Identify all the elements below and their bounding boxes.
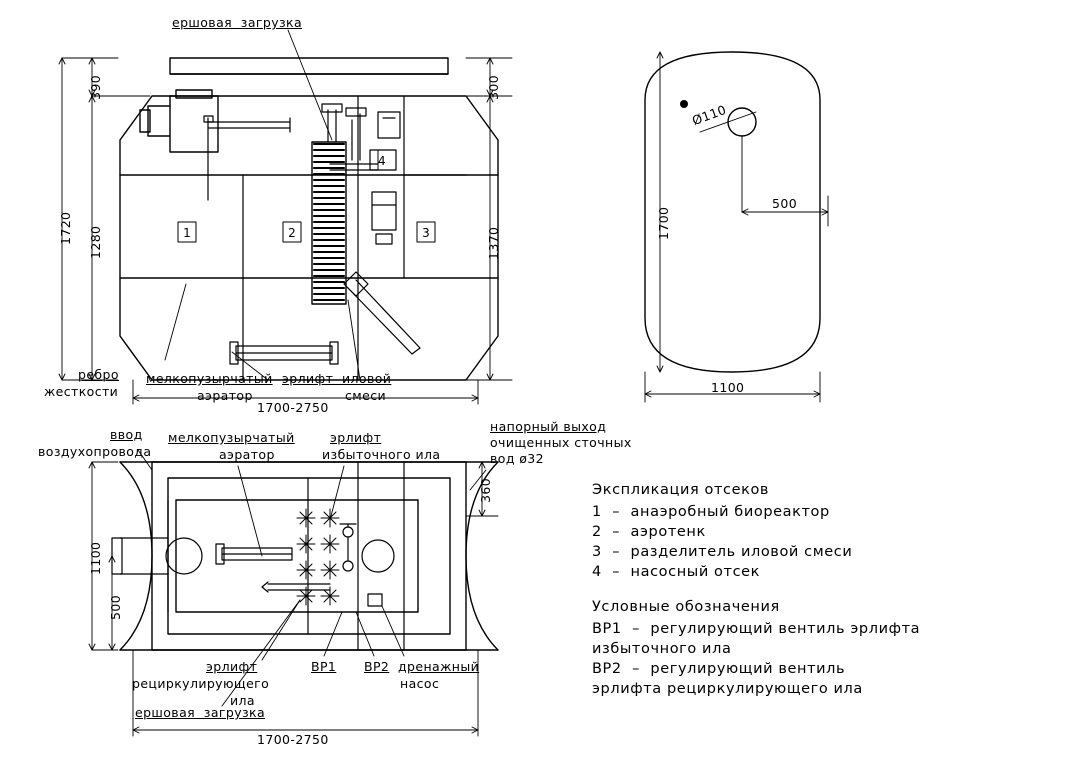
side-dimensions [645,52,828,402]
front-tank-outline [120,96,498,380]
callout-valve-vr1: ВР1 [311,659,337,674]
legend-symbol-vr2-line1: ВР2 – регулирующий вентиль [592,661,846,677]
callout-rib-line2: жесткости [44,384,119,399]
legend-symbol-vr1-line1: ВР1 – регулирующий вентиль эрлифта [592,621,921,637]
dim-side-1700: 1700 [656,206,671,240]
callout-ruff-load-plan: ершовая загрузка [135,705,266,720]
callout-rib-line1: ребро [78,367,119,382]
dim-plan-500: 500 [108,594,123,620]
callout-drain-pump-line2: насос [400,676,440,691]
callout-ruff-load-front: ершовая загрузка [172,15,303,30]
legend-compartment-4: 4 – насосный отсек [592,564,761,580]
callout-pressure-outlet-line3: вод ø32 [490,451,544,466]
callout-valve-vr2: ВР2 [364,659,390,674]
callout-fine-aerator-plan-line1: мелкопузырчатый [168,430,295,445]
front-lid [170,58,448,74]
compartment-number-2: 2 [288,226,296,240]
dim-front-1370: 1370 [486,226,501,260]
callout-excess-airlift-line1: эрлифт [330,430,382,445]
compartment-number-3: 3 [422,226,430,240]
legend-symbol-vr1-line2: избыточного ила [592,641,732,657]
legend-compartment-2: 2 – аэротенк [592,524,706,540]
dim-plan-length: 1700-2750 [257,732,329,747]
front-riser-left [140,90,218,152]
dim-front-1280: 1280 [88,225,103,259]
compartment-number-4: 4 [378,154,386,168]
dim-side-500: 500 [772,196,798,211]
dim-front-300: 300 [486,74,501,100]
callout-pressure-outlet-line2: очищенных сточных [490,435,632,450]
legend-compartment-1: 1 – анаэробный биореактор [592,504,830,520]
callout-drain-pump-line1: дренажный [398,659,480,674]
callout-pressure-outlet-line1: напорный выход [490,419,607,434]
callout-recirc-airlift-line2: рециркулирующего [132,676,270,691]
callout-sludge-airlift-line1: эрлифт иловой [282,371,392,386]
legend-compartments-title: Экспликация отсеков [592,482,770,498]
legend-compartment-3: 3 – разделитель иловой смеси [592,544,853,560]
callout-fine-aerator-front-line2: аэратор [197,388,253,403]
ruff-load-block [312,142,346,304]
dim-front-width: 1700-2750 [257,400,329,415]
plan-dimensions [89,462,498,736]
callout-fine-aerator-plan-line2: аэратор [219,447,275,462]
callout-excess-airlift-line2: избыточного ила [322,447,441,462]
dim-side-pipe-diameter: Ø110 [690,101,729,129]
callout-recirc-airlift-line3: ила [230,693,255,708]
legend-symbols-title: Условные обозначения [592,599,780,615]
dim-front-1720: 1720 [58,211,73,245]
dim-plan-360: 360 [478,477,493,503]
callout-fine-aerator-front-line1: мелкопузырчатый [146,371,273,386]
callout-air-inlet-line2: воздухопровода [38,444,152,459]
callout-recirc-airlift-line1: эрлифт [206,659,258,674]
callout-sludge-airlift-line2: смеси [345,388,386,403]
plan-tank-outline [120,462,498,650]
dim-side-1100: 1100 [711,380,745,395]
callout-air-inlet-line1: ввод [110,427,143,442]
dim-front-390: 390 [88,74,103,100]
dim-plan-1100: 1100 [88,541,103,575]
compartment-number-1: 1 [183,226,191,240]
legend-symbol-vr2-line2: эрлифта рециркулирующего ила [592,681,863,697]
